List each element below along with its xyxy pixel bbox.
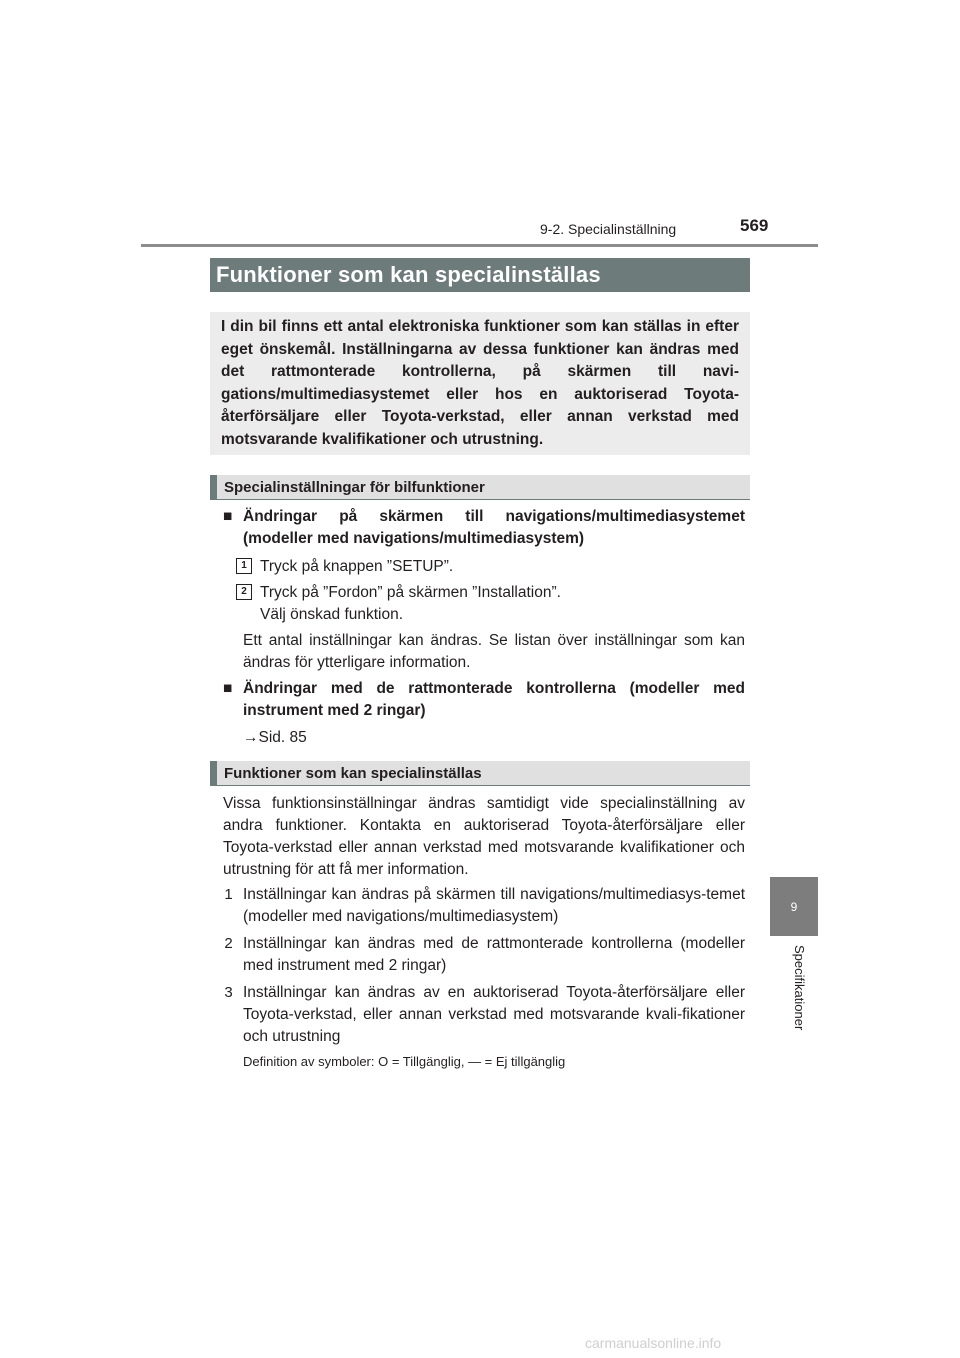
bullet-navigation-changes bbox=[223, 506, 745, 550]
item-text: Inställningar kan ändras med de rattmonterade kontrollerna (modeller med instrument med 2 ringar) bbox=[243, 935, 745, 974]
symbol-definition: Definition av symboler: O = Tillgänglig, — = Ej tillgänglig bbox=[243, 1054, 566, 1069]
bullet-marker: ■ bbox=[223, 508, 233, 525]
chapter-label: Specifikationer bbox=[792, 945, 807, 1031]
settings-note: Ett antal inställningar kan ändras. Se listan över inställningar som kan ändras för ytterligare information. bbox=[243, 632, 745, 671]
item-2 bbox=[220, 933, 745, 977]
bullet-steering-controls bbox=[223, 678, 745, 722]
page-number: 569 bbox=[740, 216, 769, 235]
item-text: Inställningar kan ändras på skärmen till navigations/multimediasys-temet (modeller med navigations/multimediasystem) bbox=[243, 886, 745, 925]
chapter-tab bbox=[770, 877, 818, 936]
step-text: Tryck på ”Fordon” på skärmen ”Installation”. bbox=[260, 584, 561, 601]
step-text-extra: Välj önskad funktion. bbox=[260, 606, 404, 623]
item-number: 1 bbox=[224, 886, 233, 903]
item-number: 3 bbox=[224, 984, 233, 1001]
header-divider bbox=[141, 244, 818, 247]
chapter-number: 9 bbox=[790, 899, 798, 914]
step-number: 2 bbox=[236, 584, 252, 600]
section-heading-bilfunktioner: Specialinställningar för bilfunktioner bbox=[210, 475, 750, 500]
header-section-title: 9-2. Specialinställning bbox=[540, 221, 677, 237]
bullet-marker: ■ bbox=[223, 680, 233, 697]
item-1 bbox=[220, 884, 745, 928]
page-reference-link[interactable]: →Sid. 85 bbox=[243, 729, 307, 746]
bullet-text: Ändringar på skärmen till navigations/multimediasystemet (modeller med navigations/multimediasystem) bbox=[243, 508, 745, 547]
intro-text: I din bil finns ett antal elektroniska funktioner som kan ställas in efter eget önskemål. Inställningarna av dessa funktioner kan ändras med det rattmonterade kontrollerna, på skärmen till navi-gations/multimediasystemet eller hos en auktoriserad Toyota-återförsäljare eller Toyota-verkstad, eller annan verkstad med motsvarande kvalifikationer och utrustning. bbox=[221, 318, 739, 448]
item-text: Inställningar kan ändras av en auktoriserad Toyota-återförsäljare eller Toyota-verkstad, eller annan verkstad med motsvarande kvali-fikationer och utrustning bbox=[243, 984, 745, 1045]
section2-paragraph: Vissa funktionsinställningar ändras samtidigt vide specialinställning av andra funktioner. Kontakta en auktoriserad Toyota-återförsäljare eller Toyota-verkstad eller annan verkstad med motsvarande kvalifikationer och utrustning för att få mer information. bbox=[223, 795, 745, 878]
step-2 bbox=[236, 582, 736, 626]
watermark: carmanualsonline.info bbox=[585, 1335, 722, 1351]
step-text: Tryck på knappen ”SETUP”. bbox=[260, 558, 454, 575]
step-number: 1 bbox=[236, 558, 252, 574]
section-heading-funktioner: Funktioner som kan specialinställas bbox=[210, 761, 750, 786]
page-title: Funktioner som kan specialinställas bbox=[210, 258, 750, 292]
intro-box bbox=[210, 312, 750, 455]
item-number: 2 bbox=[224, 935, 233, 952]
bullet-text: Ändringar med de rattmonterade kontrollerna (modeller med instrument med 2 ringar) bbox=[243, 680, 745, 719]
item-3 bbox=[220, 982, 745, 1048]
